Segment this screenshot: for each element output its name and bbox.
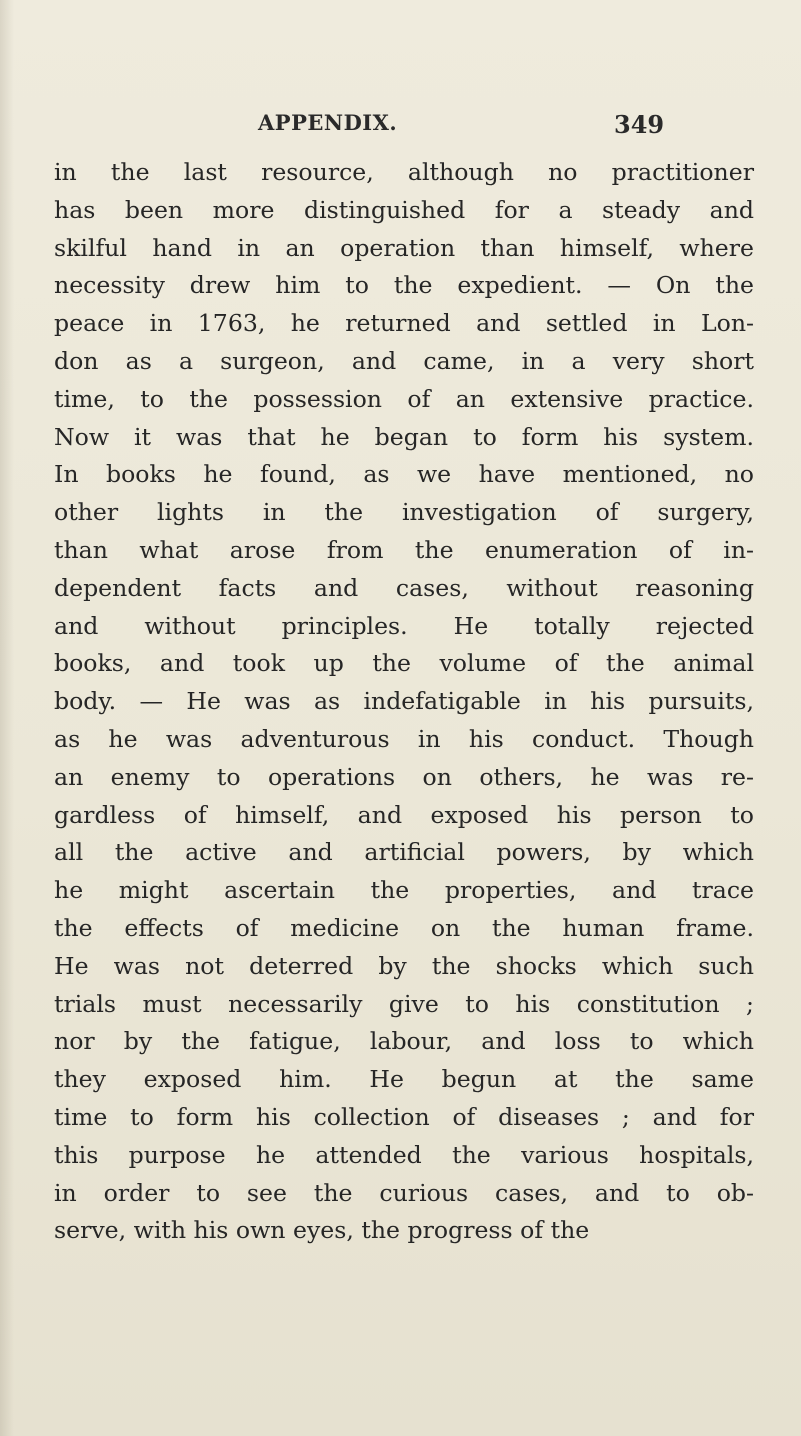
- text-line: an enemy to operations on others, he was re-: [54, 762, 754, 791]
- text-line: skilful hand in an operation than himself, where: [54, 233, 754, 262]
- text-line: body. — He was as indefatigable in his pursuits,: [54, 687, 754, 716]
- text-line: trials must necessarily give to his constitution ;: [54, 989, 754, 1018]
- text-line: all the active and artificial powers, by which: [54, 838, 754, 867]
- text-line: has been more distinguished for a steady and: [54, 195, 754, 224]
- text-line: He was not deterred by the shocks which such: [54, 951, 754, 980]
- text-line: In books he found, as we have mentioned, no: [54, 460, 754, 489]
- running-head: APPENDIX.: [258, 110, 398, 135]
- text-line: Now it was that he began to form his system.: [54, 422, 754, 451]
- text-line: and without principles. He totally rejected: [54, 611, 754, 640]
- body-text: [54, 154, 754, 1250]
- text-line: nor by the fatigue, labour, and loss to which: [54, 1027, 754, 1056]
- text-line: necessity drew him to the expedient. — On the: [54, 271, 754, 300]
- text-line: as he was adventurous in his conduct. Though: [54, 724, 754, 753]
- text-line: other lights in the investigation of surgery,: [54, 498, 754, 527]
- text-line: they exposed him. He begun at the same: [54, 1065, 754, 1094]
- text-line: in the last resource, although no practitioner: [54, 158, 754, 186]
- page-number: 349: [614, 110, 665, 139]
- text-line: serve, with his own eyes, the progress of the: [54, 1216, 590, 1245]
- text-line: this purpose he attended the various hospitals,: [54, 1140, 754, 1169]
- text-line: he might ascertain the properties, and trace: [54, 876, 754, 905]
- text-line: time to form his collection of diseases ; and for: [54, 1102, 754, 1131]
- spine-shadow: [0, 0, 14, 1436]
- text-line: books, and took up the volume of the animal: [54, 649, 754, 678]
- text-line: gardless of himself, and exposed his person to: [54, 800, 754, 829]
- text-line: than what arose from the enumeration of in-: [54, 535, 754, 564]
- text-line: peace in 1763, he returned and settled in Lon-: [54, 309, 754, 338]
- text-line: time, to the possession of an extensive practice.: [54, 384, 754, 413]
- page-header: [0, 110, 801, 150]
- text-line: in order to see the curious cases, and to ob-: [54, 1178, 754, 1207]
- text-line: the effects of medicine on the human frame.: [54, 913, 754, 942]
- text-line: don as a surgeon, and came, in a very short: [54, 346, 754, 375]
- text-line: dependent facts and cases, without reasoning: [54, 573, 754, 602]
